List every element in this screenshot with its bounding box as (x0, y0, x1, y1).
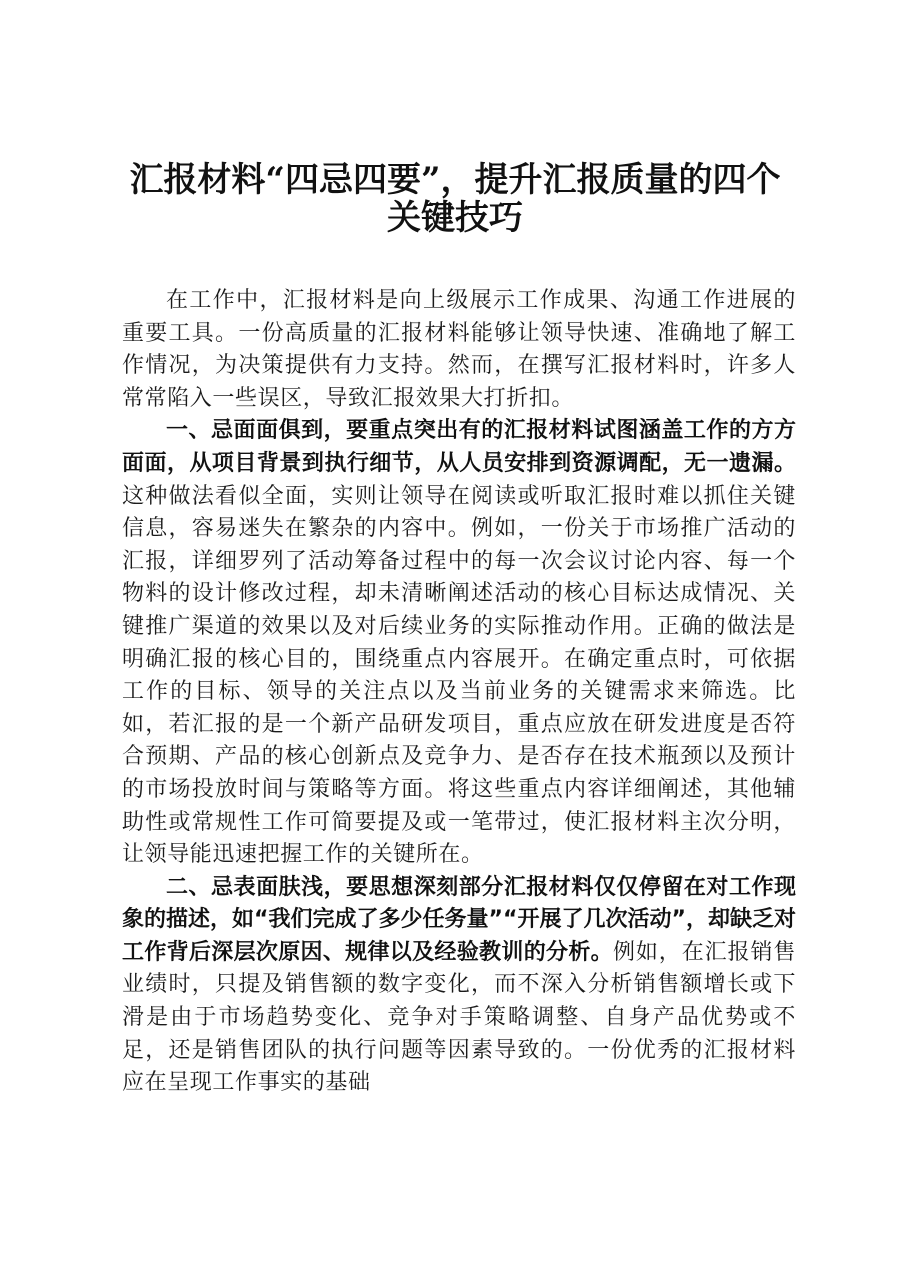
paragraph-text: 这种做法看似全面，实则让领导在阅读或听取汇报时难以抓住关键信息，容易迷失在繁杂的内容中。例如，一份关于市场推广活动的汇报，详细罗列了活动筹备过程中的每一次会议讨论内容、每一个物料的设计修改过程，却未清晰阐述活动的核心目标达成情况、关键推广渠道的效果以及对后续业务的实际推动作用。正确的做法是明确汇报的核心目的，围绕重点内容展开。在确定重点时，可依据工作的目标、领导的关注点以及当前业务的关键需求来筛选。比如，若汇报的是一个新产品研发项目，重点应放在研发进度是否符合预期、产品的核心创新点及竞争力、是否存在技术瓶颈以及预计的市场投放时间与策略等方面。将这些重点内容详细阐述，其他辅助性或常规性工作可简要提及或一笔带过，使汇报材料主次分明，让领导能迅速把握工作的关键所在。 (122, 483, 796, 868)
section-heading-1: 一、忌面面俱到，要重点突出有的汇报材料试图涵盖工作的方方面面，从项目背景到执行细节，从人员安排到资源调配，无一遗漏。 (122, 418, 796, 476)
paragraph-section-1 (122, 415, 796, 871)
paragraph-section-2 (122, 872, 796, 1100)
document-title-line-1: 汇报材料“四忌四要”，提升汇报质量的四个 (129, 160, 781, 200)
paragraph-text: 在工作中，汇报材料是向上级展示工作成果、沟通工作进展的重要工具。一份高质量的汇报材料能够让领导快速、准确地了解工作情况，为决策提供有力支持。然而，在撰写汇报材料时，许多人常常陷入一些误区，导致汇报效果大打折扣。 (122, 288, 796, 411)
paragraph-text: 例如，在汇报销售业绩时，只提及销售额的数字变化，而不深入分析销售额增长或下滑是由于市场趋势变化、竞争对手策略调整、自身产品优势或不足，还是销售团队的执行问题等因素导致的。一份优秀的汇报材料应在呈现工作事实的基础 (122, 939, 796, 1096)
paragraph-intro (122, 285, 796, 415)
document-title-line-2: 关键技巧 (387, 198, 523, 238)
section-heading-2: 二、忌表面肤浅，要思想深刻部分汇报材料仅仅停留在对工作现象的描述，如“我们完成了多少任务量”“开展了几次活动”，却缺乏对工作背后深层次原因、规律以及经验教训的分析。 (122, 874, 796, 965)
document-body (122, 285, 796, 1100)
